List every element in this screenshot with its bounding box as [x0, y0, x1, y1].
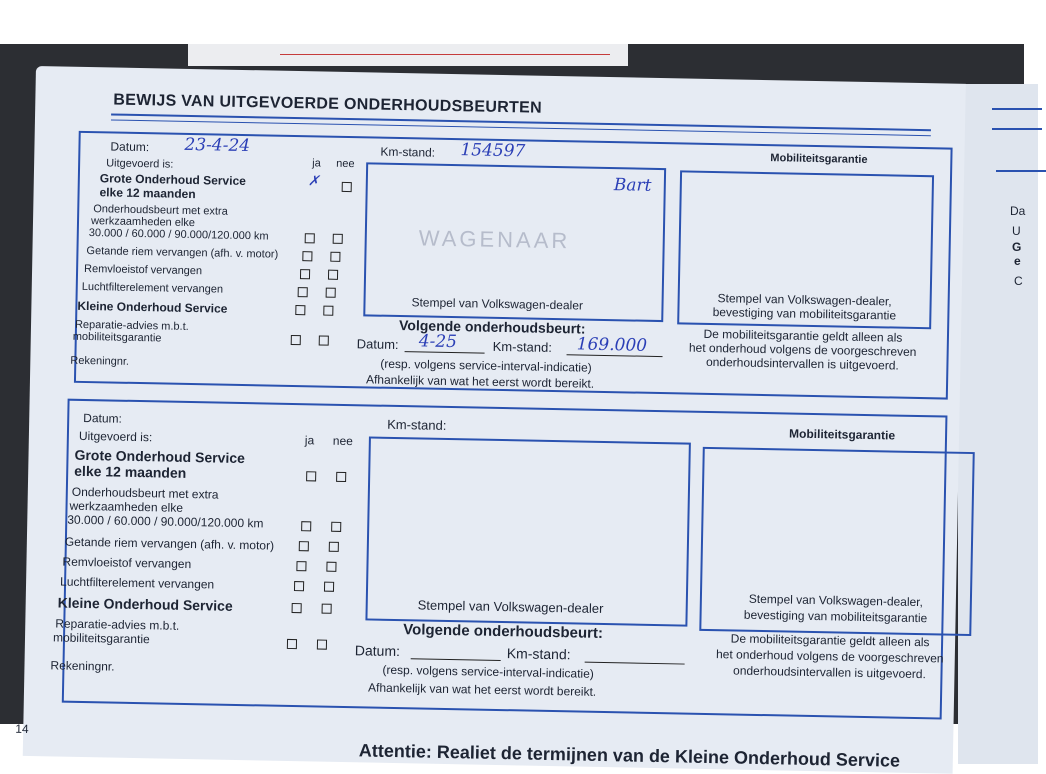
- resp-note: (resp. volgens service-interval-indicatie): [380, 356, 592, 375]
- ja-header: ja: [312, 157, 321, 170]
- km-handwritten: 154597: [460, 140, 526, 162]
- mob-note-2: het onderhoud volgens de voorgeschreven: [688, 340, 917, 359]
- uitgevoerd-label: Uitgevoerd is:: [106, 157, 174, 171]
- mob-stamp-caption-1: Stempel van Volkswagen-dealer,: [717, 291, 892, 309]
- mob-note-1: De mobiliteitsgarantie geldt alleen als: [703, 326, 903, 345]
- onderhoud-line-1: Onderhoudsbeurt met extra: [71, 484, 219, 502]
- datum-handwritten: 23-4-24: [184, 134, 251, 157]
- mob-stamp-caption-2: bevestiging van mobiliteitsgarantie: [712, 305, 897, 323]
- service-booklet-page: [15, 66, 966, 774]
- volgende-title: Volgende onderhoudsbeurt:: [398, 317, 586, 337]
- ja-checkbox[interactable]: [298, 287, 308, 297]
- nee-checkbox[interactable]: [326, 562, 336, 572]
- volgende-title: Volgende onderhoudsbeurt:: [403, 621, 604, 642]
- onderhoud-line-3: 30.000 / 60.000 / 90.000/120.000 km: [88, 227, 269, 243]
- nee-checkbox[interactable]: [323, 306, 333, 316]
- mobiliteit-title: Mobiliteitsgarantie: [788, 426, 896, 443]
- nee-checkbox[interactable]: [329, 542, 339, 552]
- grote-service-2: elke 12 maanden: [99, 185, 196, 202]
- datum-label: Datum:: [83, 410, 123, 426]
- volgende-datum-label: Datum:: [356, 336, 399, 353]
- ja-checkbox[interactable]: [294, 581, 304, 591]
- dealer-stamp-box: [365, 436, 690, 626]
- mobiliteit-title: Mobiliteitsgarantie: [770, 152, 868, 166]
- mobiliteit-stamp-box: [677, 170, 934, 329]
- nee-checkbox[interactable]: [319, 335, 329, 345]
- riem-label: Getande riem vervangen (afh. v. motor): [86, 245, 279, 261]
- nee-checkbox[interactable]: [330, 252, 340, 262]
- lucht-label: Luchtfilterelement vervangen: [81, 280, 224, 296]
- onderhoud-line-3: 30.000 / 60.000 / 90.000/120.000 km: [67, 512, 264, 531]
- onderhoud-line-1: Onderhoudsbeurt met extra: [93, 203, 228, 218]
- next-page-text-2: U: [1012, 224, 1021, 238]
- grote-service: Grote Onderhoud Service: [99, 171, 247, 189]
- ja-checkbox[interactable]: [299, 541, 309, 551]
- bottom-heading: Attentie: Realiet de termijnen van de Kleine Onderhoud Service: [358, 740, 901, 771]
- grote-service: Grote Onderhoud Service: [74, 446, 246, 467]
- datum-label: Datum:: [110, 139, 150, 155]
- ja-checkbox[interactable]: [301, 521, 311, 531]
- mob-stamp-caption-2: bevestiging van mobiliteitsgarantie: [743, 607, 928, 626]
- grote-service-2: elke 12 maanden: [74, 462, 187, 481]
- ja-checkbox[interactable]: [292, 603, 302, 613]
- mobiliteit-stamp-box: [699, 447, 974, 636]
- ja-header: ja: [304, 433, 315, 448]
- lucht-label: Luchtfilterelement vervangen: [59, 574, 215, 592]
- dealer-stamp-caption: Stempel van Volkswagen-dealer: [417, 597, 604, 616]
- onderhoud-line-2: werkzaamheden elke: [90, 215, 196, 230]
- reparatie-line-1: Reparatie-advies m.b.t.: [55, 616, 180, 633]
- ja-checkbox[interactable]: [295, 305, 305, 315]
- rekening-label: Rekeningnr.: [70, 354, 130, 368]
- ja-checkbox[interactable]: [296, 561, 306, 571]
- nee-checkbox[interactable]: [328, 270, 338, 280]
- reparatie-line-2: mobiliteitsgarantie: [52, 630, 150, 647]
- dealer-stamp-box: [363, 162, 666, 322]
- ja-checkbox[interactable]: [302, 251, 312, 261]
- nee-checkbox[interactable]: [322, 604, 332, 614]
- nee-header: nee: [332, 433, 354, 449]
- ja-checkmark: ✗: [307, 173, 320, 190]
- mob-note-3: onderhoudsintervallen is uitgevoerd.: [732, 663, 927, 682]
- mob-note-1: De mobiliteitsgarantie geldt alleen als: [730, 631, 930, 650]
- kleine-service: Kleine Onderhoud Service: [77, 298, 228, 316]
- service-entry-1: [70, 131, 953, 400]
- volgende-km-label: Km-stand:: [506, 645, 571, 663]
- volgende-datum-label: Datum:: [354, 642, 401, 660]
- onderhoud-line-2: werkzaamheden elke: [69, 498, 184, 515]
- nee-header: nee: [336, 157, 355, 171]
- afhankelijk-note: Afhankelijk van wat het eerst wordt bereikt.: [367, 680, 597, 699]
- ja-checkbox[interactable]: [300, 269, 310, 279]
- mob-stamp-caption-1: Stempel van Volkswagen-dealer,: [748, 591, 924, 610]
- signature: Bart: [613, 175, 652, 196]
- mob-note-2: het onderhoud volgens de voorgeschreven: [715, 647, 944, 666]
- photo-background: [0, 44, 1026, 771]
- nee-checkbox[interactable]: [326, 288, 336, 298]
- reparatie-line-1: Reparatie-advies m.b.t.: [74, 318, 189, 333]
- page-number: 14: [15, 721, 29, 736]
- nee-checkbox[interactable]: [333, 234, 343, 244]
- mob-note-3: onderhoudsintervallen is uitgevoerd.: [705, 354, 899, 373]
- volgende-km-handwritten: 169.000: [576, 334, 648, 356]
- paper-corner: [188, 44, 628, 66]
- nee-checkbox[interactable]: [342, 182, 352, 192]
- nee-checkbox[interactable]: [336, 472, 346, 482]
- nee-checkbox[interactable]: [331, 522, 341, 532]
- kleine-service: Kleine Onderhoud Service: [57, 594, 233, 614]
- rekening-label: Rekeningnr.: [50, 658, 115, 674]
- resp-note: (resp. volgens service-interval-indicatie): [382, 662, 594, 681]
- riem-label: Getande riem vervangen (afh. v. motor): [64, 534, 275, 553]
- ja-checkbox[interactable]: [291, 335, 301, 345]
- next-page: [958, 84, 1038, 764]
- nee-checkbox[interactable]: [324, 582, 334, 592]
- service-entry-2: [50, 399, 948, 720]
- page-title: BEWIJS VAN UITGEVOERDE ONDERHOUDSBEURTEN: [113, 91, 543, 117]
- nee-checkbox[interactable]: [317, 640, 327, 650]
- next-page-text-5: C: [1014, 274, 1023, 288]
- next-page-text-1: Da: [1010, 204, 1026, 218]
- reparatie-line-2: mobiliteitsgarantie: [72, 330, 162, 345]
- afhankelijk-note: Afhankelijk van wat het eerst wordt bereikt.: [365, 372, 595, 391]
- next-page-text-3: G: [1012, 240, 1022, 254]
- ja-checkbox[interactable]: [306, 471, 316, 481]
- dealer-stamp-caption: Stempel van Volkswagen-dealer: [411, 295, 584, 313]
- ja-checkbox[interactable]: [305, 233, 315, 243]
- volgende-datum-handwritten: 4-25: [418, 331, 458, 353]
- rem-label: Remvloeistof vervangen: [62, 554, 192, 572]
- volgende-km-label: Km-stand:: [492, 338, 553, 355]
- km-label: Km-stand:: [387, 416, 447, 433]
- stamp-ghost: WAGENAAR: [418, 225, 571, 254]
- km-label: Km-stand:: [380, 144, 436, 160]
- rem-label: Remvloeistof vervangen: [83, 262, 203, 278]
- next-page-text-4: e: [1014, 254, 1021, 268]
- ja-checkbox[interactable]: [287, 639, 297, 649]
- uitgevoerd-label: Uitgevoerd is:: [78, 428, 153, 445]
